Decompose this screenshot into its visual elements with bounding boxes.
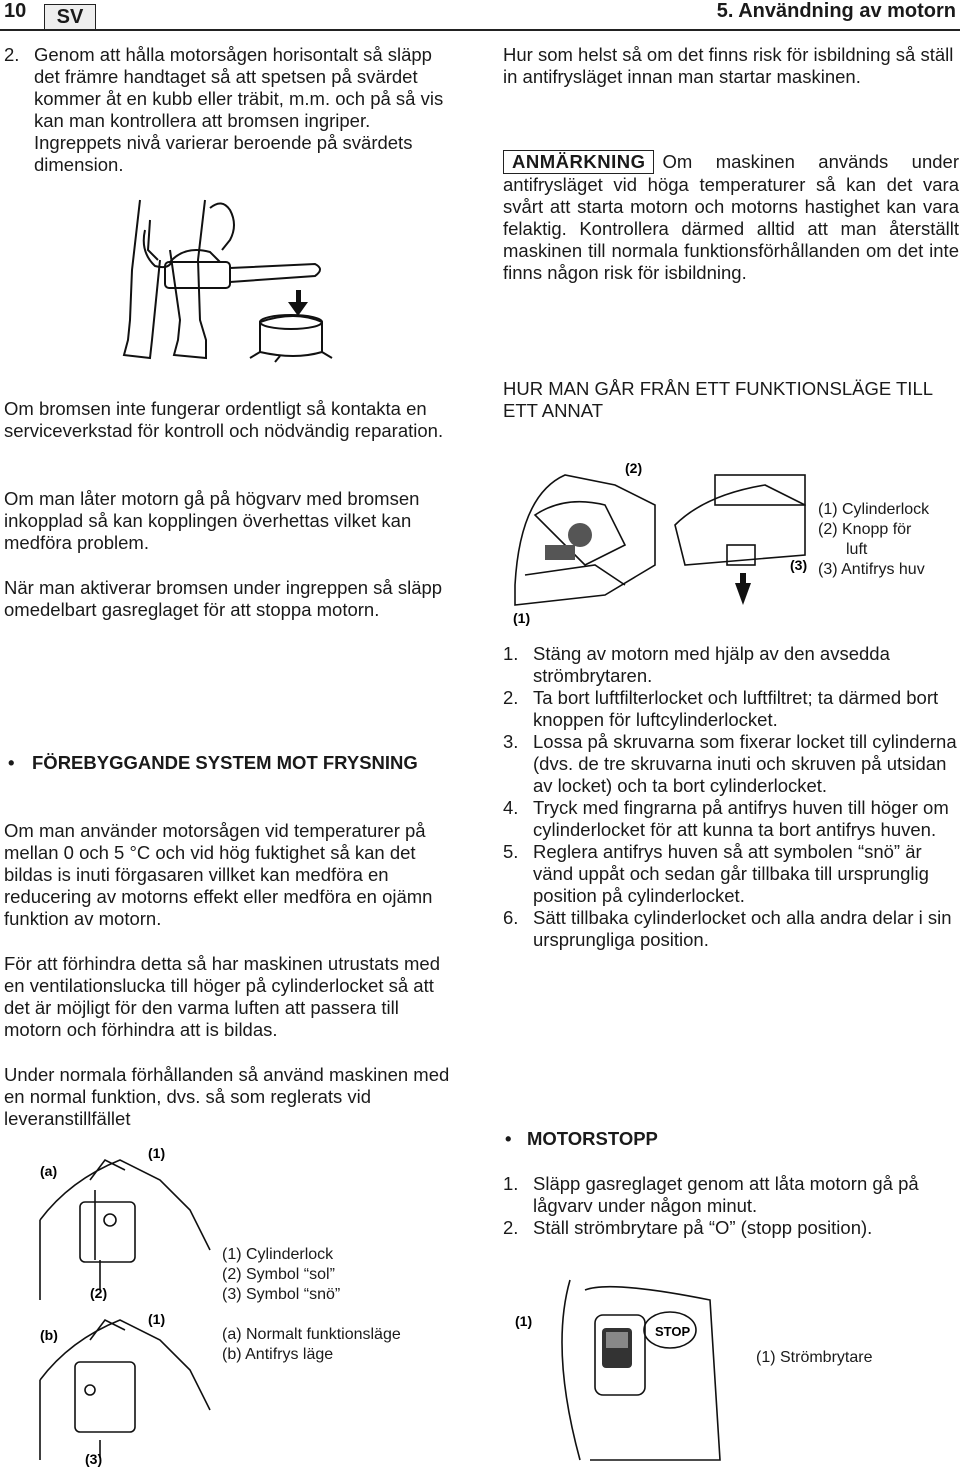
- note-label: ANMÄRKNING: [503, 150, 654, 174]
- legend-item: (b) Antifrys läge: [222, 1346, 334, 1363]
- list-item: 1. Stäng av motorn med hjälp av den avsedda strömbrytaren.: [503, 643, 890, 686]
- list-item: 5. Reglera antifrys huven så att symbolen “snö” är vänd uppåt och sedan går tillbaka till ursprunglig position på cylinderlocket.: [503, 841, 929, 906]
- legend-item: (2) Knopp för: [818, 521, 912, 538]
- legend-item: (a) Normalt funktionsläge: [222, 1326, 401, 1343]
- list-item: 1. Släpp gasreglaget genom att låta motorn gå på lågvarv under någon minut.: [503, 1173, 919, 1216]
- brake-fail-paragraph: Om bromsen inte fungerar ordentligt så kontakta en serviceverkstad för kontroll och nödvändig reparation.: [4, 398, 444, 441]
- chainsaw-brake-illustration: [110, 190, 350, 370]
- fig-callout-1: (1): [515, 1313, 533, 1329]
- legend-item: (3) Antifrys huv: [818, 561, 925, 578]
- fig-label-b: (b): [40, 1327, 58, 1343]
- legend-item: (2) Symbol “sol”: [222, 1266, 335, 1283]
- switch-legend: [818, 500, 929, 580]
- high-rev-paragraph: Om man låter motorn gå på högvarv med bromsen inkopplad så kan kopplingen överhettas vilket kan medföra problem.: [4, 488, 420, 553]
- header-rule: [0, 29, 960, 31]
- fig-callout-1a: (1): [148, 1145, 166, 1161]
- bullet-icon: •: [8, 752, 15, 773]
- list-item: 2. Ta bort luftfilterlocket och luftfiltret; ta därmed bort knoppen för luftcylinderlocket.: [503, 687, 939, 730]
- stop-switch-illustration: [510, 1270, 730, 1470]
- freeze-heading-block: [4, 752, 460, 774]
- stop-label: STOP: [655, 1324, 691, 1339]
- stop-legend: (1) Strömbrytare: [756, 1349, 873, 1366]
- legend-item: (1) Cylinderlock: [222, 1246, 334, 1263]
- note-text: Om maskinen används under antifrysläget vid höga temperaturer så kan det vara svårt att starta motorn och motorns hastighet kan vara felaktig. Kontrollera därmed alltid att man återställt maskinen till normala funktionsförhållanden om det inte finns någon risk för isbildning.: [503, 151, 959, 283]
- fig-callout-2: (2): [90, 1285, 108, 1301]
- motorstop-heading: MOTORSTOPP: [527, 1128, 658, 1149]
- normal-use-paragraph: Under normala förhållanden så använd maskinen med en normal funktion, dvs. så som reglerats vid leveranstillfället: [4, 1064, 450, 1129]
- section-title: 5. Användning av motorn: [716, 0, 956, 22]
- fig-label-a: (a): [40, 1163, 58, 1179]
- fig-callout-1b: (1): [148, 1311, 166, 1327]
- mode-switch-heading: HUR MAN GÅR FRÅN ETT FUNKTIONSLÄGE TILL ETT ANNAT: [503, 378, 933, 421]
- fig-callout-1: (1): [513, 610, 531, 626]
- motorstop-heading-block: [503, 1128, 959, 1150]
- page-number: 10: [4, 0, 27, 22]
- step-number: 2.: [4, 44, 20, 65]
- fig-callout-2: (2): [625, 460, 643, 476]
- activate-brake-paragraph: När man aktiverar bromsen under ingreppen så släpp omedelbart gasreglaget för att stoppa motorn.: [4, 577, 443, 620]
- fig-callout-3: (3): [85, 1451, 103, 1467]
- legend-item: (1) Cylinderlock: [818, 501, 930, 518]
- language-badge: SV: [44, 4, 96, 30]
- bullet-icon: •: [505, 1128, 512, 1149]
- list-item: 3. Lossa på skruvarna som fixerar locket till cylinderna (dvs. de tre skruvarna inuti och skruven på utsidan av locket) och ta bort cylinderlocket.: [503, 731, 957, 796]
- freeze-paragraph-1: Om man använder motorsågen vid temperaturer på mellan 0 och 5 °C och vid hög fuktighet så kan det bildas is inuti förgasaren villket kan medföra en reducering av motorns effekt eller medföra en ojämn funktion av motorn.: [4, 820, 433, 929]
- list-item: 4. Tryck med fingrarna på antifrys huven till höger om cylinderlocket för att kunna ta bort antifrys huven.: [503, 797, 949, 840]
- legend-item: (3) Symbol “snö”: [222, 1286, 341, 1303]
- legend-item: luft: [846, 541, 868, 558]
- mode-switch-steps: [503, 643, 959, 951]
- mode-switch-illustration: [505, 455, 815, 635]
- freeze-paragraph-2: För att förhindra detta så har maskinen utrustats med en ventilationslucka till höger på cylinderlocket så att det är möjligt för den varma luften att passera till motorn och förhindra att is bildas.: [4, 953, 440, 1040]
- fig-callout-3: (3): [790, 557, 808, 573]
- freeze-heading: FÖREBYGGANDE SYSTEM MOT FRYSNING: [32, 752, 418, 773]
- brake-test-step: [4, 44, 460, 176]
- note-block: [503, 150, 959, 284]
- motorstop-steps: [503, 1173, 959, 1239]
- list-item: 2. Ställ strömbrytare på “O” (stopp position).: [503, 1217, 873, 1238]
- step-text: Genom att hålla motorsågen horisontalt så släpp det främre handtaget så att spetsen på svärdet kommer åt en kubb eller träbit, m.m. och på så vis kan man kontrollera att bromsen ingriper. Ingreppets nivå varierar beroende på svärdets dimension.: [34, 44, 444, 175]
- list-item: 6. Sätt tillbaka cylinderlocket och alla andra delar i sin ursprungliga position.: [503, 907, 952, 950]
- cylinder-cover-illustration: [30, 1140, 220, 1470]
- cover-legend: [222, 1245, 401, 1365]
- antifreeze-paragraph: Hur som helst så om det finns risk för isbildning så ställ in antifrysläget innan man startar maskinen.: [503, 44, 954, 87]
